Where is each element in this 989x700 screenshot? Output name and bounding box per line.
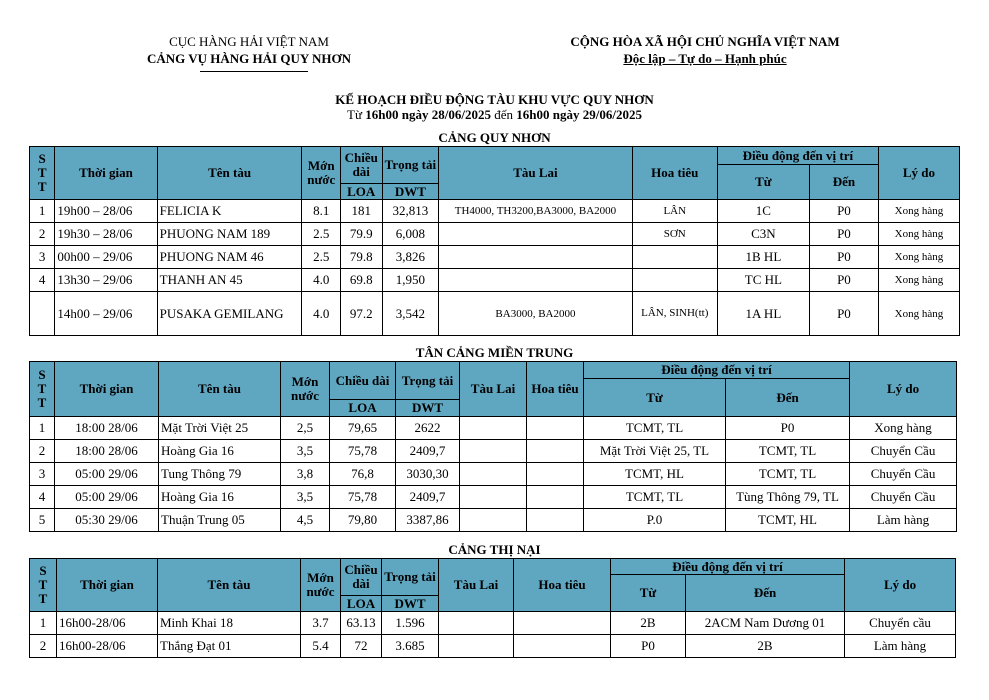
cell-from: P0 — [611, 635, 686, 658]
cell-draft: 2.5 — [302, 223, 340, 246]
table-row — [30, 463, 957, 486]
cell-ship: Thắng Đạt 01 — [158, 635, 301, 658]
cell-pilot — [527, 440, 584, 463]
cell-stt: 4 — [30, 486, 55, 509]
cell-dwt: 2409,7 — [396, 440, 460, 463]
table-row — [30, 417, 957, 440]
agency-header — [124, 33, 374, 67]
cell-to: P0 — [809, 292, 878, 336]
col-draft: Mớn nước — [281, 362, 330, 417]
cell-time: 00h00 – 29/06 — [55, 246, 157, 269]
cell-stt: 5 — [30, 509, 55, 532]
country-line2: Độc lập – Tự do – Hạnh phúc — [623, 51, 787, 66]
cell-loa: 181 — [340, 200, 382, 223]
table-row — [30, 200, 960, 223]
cell-pilot: SƠN — [632, 223, 717, 246]
cell-draft: 4.0 — [302, 269, 340, 292]
cell-ship: Minh Khai 18 — [158, 612, 301, 635]
table-row — [30, 246, 960, 269]
col-move: Điều động đến vị trí — [584, 362, 850, 379]
cell-stt — [30, 292, 55, 336]
cell-draft: 4.0 — [302, 292, 340, 336]
cell-dwt: 3.685 — [382, 635, 439, 658]
cell-from: 1B HL — [717, 246, 809, 269]
col-ship: Tên tàu — [159, 362, 281, 417]
cell-tug — [439, 612, 514, 635]
cell-from: TCMT, HL — [584, 463, 726, 486]
cell-stt: 3 — [30, 246, 55, 269]
cell-reason: Xong hàng — [878, 292, 959, 336]
cell-from: 2B — [611, 612, 686, 635]
cell-from: 1A HL — [717, 292, 809, 336]
cell-loa: 79,80 — [330, 509, 396, 532]
agency-line1: CỤC HÀNG HẢI VIỆT NAM — [169, 34, 329, 49]
country-line1: CỘNG HÒA XÃ HỘI CHỦ NGHĨA VIỆT NAM — [570, 34, 840, 49]
cell-loa: 79.8 — [340, 246, 382, 269]
plan-title: KẾ HOẠCH ĐIỀU ĐỘNG TÀU KHU VỰC QUY NHƠN — [335, 92, 654, 107]
cell-tug — [439, 246, 632, 269]
cell-dwt: 6,008 — [382, 223, 439, 246]
cell-time: 05:00 29/06 — [55, 486, 159, 509]
cell-tug — [460, 486, 527, 509]
header-rule — [200, 71, 308, 72]
cell-tug — [460, 417, 527, 440]
cell-time: 16h00-28/06 — [57, 612, 158, 635]
cell-to: P0 — [809, 223, 878, 246]
cell-time: 19h30 – 28/06 — [55, 223, 157, 246]
col-stt: S T T — [30, 362, 55, 417]
col-time: Thời gian — [57, 559, 158, 612]
table-row — [30, 269, 960, 292]
cell-reason: Làm hàng — [845, 635, 956, 658]
cell-pilot — [514, 635, 611, 658]
cell-to: P0 — [726, 417, 850, 440]
cell-stt: 2 — [30, 440, 55, 463]
cell-to: Tùng Thông 79, TL — [726, 486, 850, 509]
col-time: Thời gian — [55, 362, 159, 417]
cell-dwt: 3,542 — [382, 292, 439, 336]
col-tug: Tàu Lai — [460, 362, 527, 417]
cell-time: 18:00 28/06 — [55, 440, 159, 463]
cell-draft: 4,5 — [281, 509, 330, 532]
cell-dwt: 1,950 — [382, 269, 439, 292]
port3-table — [29, 558, 956, 658]
cell-ship: Hoàng Gia 16 — [159, 486, 281, 509]
cell-draft: 5.4 — [301, 635, 341, 658]
col-draft: Mớn nước — [302, 147, 340, 200]
col-from: Từ — [584, 379, 726, 417]
cell-draft: 3,5 — [281, 440, 330, 463]
cell-reason: Chuyển Cầu — [850, 440, 957, 463]
plan-period: Từ 16h00 ngày 28/06/2025 đến 16h00 ngày 29/06/2025 — [347, 107, 642, 122]
cell-tug — [439, 635, 514, 658]
cell-tug — [439, 269, 632, 292]
col-pilot: Hoa tiêu — [632, 147, 717, 200]
col-to: Đến — [726, 379, 850, 417]
cell-loa: 76,8 — [330, 463, 396, 486]
cell-tug: TH4000, TH3200,BA3000, BA2000 — [439, 200, 632, 223]
cell-tug — [460, 509, 527, 532]
cell-stt: 3 — [30, 463, 55, 486]
cell-ship: PHUONG NAM 46 — [157, 246, 302, 269]
col-ship: Tên tàu — [158, 559, 301, 612]
col-loa: LOA — [330, 400, 396, 417]
col-loa: LOA — [340, 184, 382, 200]
cell-time: 14h00 – 29/06 — [55, 292, 157, 336]
cell-to: TCMT, TL — [726, 463, 850, 486]
cell-pilot — [632, 246, 717, 269]
cell-tug — [460, 463, 527, 486]
cell-loa: 72 — [341, 635, 382, 658]
cell-from: TC HL — [717, 269, 809, 292]
col-pilot: Hoa tiêu — [514, 559, 611, 612]
col-tug: Tàu Lai — [439, 147, 632, 200]
cell-to: P0 — [809, 200, 878, 223]
agency-line2: CẢNG VỤ HÀNG HẢI QUY NHƠN — [146, 51, 352, 66]
cell-time: 19h00 – 28/06 — [55, 200, 157, 223]
cell-time: 16h00-28/06 — [57, 635, 158, 658]
cell-pilot — [527, 509, 584, 532]
col-move: Điều động đến vị trí — [611, 559, 845, 575]
cell-tug: BA3000, BA2000 — [439, 292, 632, 336]
col-dwt-top: Trọng tải — [382, 559, 439, 596]
cell-loa: 63.13 — [341, 612, 382, 635]
cell-dwt: 3387,86 — [396, 509, 460, 532]
table-row — [30, 612, 956, 635]
cell-from: 1C — [717, 200, 809, 223]
cell-stt: 2 — [30, 635, 57, 658]
table-row — [30, 486, 957, 509]
cell-reason: Xong hàng — [878, 246, 959, 269]
col-loa-top: Chiều dài — [330, 362, 396, 400]
col-move: Điều động đến vị trí — [717, 147, 878, 165]
cell-tug — [439, 223, 632, 246]
cell-draft: 2,5 — [281, 417, 330, 440]
cell-dwt: 2409,7 — [396, 486, 460, 509]
cell-pilot: LÂN, SINH(tt) — [632, 292, 717, 336]
col-dwt-top: Trọng tải — [382, 147, 439, 184]
cell-loa: 79.9 — [340, 223, 382, 246]
cell-ship: Hoàng Gia 16 — [159, 440, 281, 463]
cell-to: 2ACM Nam Dương 01 — [686, 612, 845, 635]
table-row — [30, 223, 960, 246]
cell-pilot — [527, 486, 584, 509]
col-stt: S T T — [30, 147, 55, 200]
cell-time: 13h30 – 29/06 — [55, 269, 157, 292]
cell-from: C3N — [717, 223, 809, 246]
col-from: Từ — [717, 165, 809, 200]
table-row — [30, 292, 960, 336]
port3-name: CẢNG THỊ NẠI — [448, 542, 541, 557]
cell-time: 05:30 29/06 — [55, 509, 159, 532]
cell-ship: FELICIA K — [157, 200, 302, 223]
port1-name: CẢNG QUY NHƠN — [438, 130, 551, 145]
cell-ship: THANH AN 45 — [157, 269, 302, 292]
cell-stt: 2 — [30, 223, 55, 246]
col-reason: Lý do — [845, 559, 956, 612]
cell-stt: 1 — [30, 200, 55, 223]
col-to: Đến — [686, 575, 845, 612]
col-to: Đến — [809, 165, 878, 200]
cell-ship: Thuận Trung 05 — [159, 509, 281, 532]
cell-to: P0 — [809, 269, 878, 292]
cell-tug — [460, 440, 527, 463]
cell-draft: 2.5 — [302, 246, 340, 269]
cell-reason: Xong hàng — [850, 417, 957, 440]
table-row — [30, 635, 956, 658]
col-ship: Tên tàu — [157, 147, 302, 200]
country-header — [530, 33, 880, 67]
cell-pilot — [527, 463, 584, 486]
cell-stt: 1 — [30, 612, 57, 635]
cell-from: P.0 — [584, 509, 726, 532]
cell-pilot — [632, 269, 717, 292]
port1-table — [29, 146, 960, 336]
cell-loa: 69.8 — [340, 269, 382, 292]
cell-pilot: LÂN — [632, 200, 717, 223]
cell-ship: PHUONG NAM 189 — [157, 223, 302, 246]
col-dwt-top: Trọng tải — [396, 362, 460, 400]
cell-pilot — [514, 612, 611, 635]
col-loa-top: Chiều dài — [341, 559, 382, 596]
cell-dwt: 1.596 — [382, 612, 439, 635]
cell-reason: Chuyển Cầu — [850, 463, 957, 486]
cell-loa: 75,78 — [330, 486, 396, 509]
cell-draft: 3.7 — [301, 612, 341, 635]
col-draft: Mớn nước — [301, 559, 341, 612]
cell-to: TCMT, TL — [726, 440, 850, 463]
table-row — [30, 440, 957, 463]
cell-time: 05:00 29/06 — [55, 463, 159, 486]
cell-ship: Tung Thông 79 — [159, 463, 281, 486]
col-reason: Lý do — [878, 147, 959, 200]
cell-reason: Xong hàng — [878, 200, 959, 223]
col-time: Thời gian — [55, 147, 157, 200]
col-dwt: DWT — [382, 596, 439, 612]
cell-draft: 8.1 — [302, 200, 340, 223]
cell-loa: 75,78 — [330, 440, 396, 463]
port2-name: TÂN CẢNG MIỀN TRUNG — [415, 345, 574, 360]
cell-from: TCMT, TL — [584, 417, 726, 440]
table-row — [30, 509, 957, 532]
cell-reason: Chuyển Cầu — [850, 486, 957, 509]
col-reason: Lý do — [850, 362, 957, 417]
port2-table — [29, 361, 957, 532]
cell-dwt: 3030,30 — [396, 463, 460, 486]
col-loa-top: Chiều dài — [340, 147, 382, 184]
cell-draft: 3,8 — [281, 463, 330, 486]
cell-stt: 4 — [30, 269, 55, 292]
cell-draft: 3,5 — [281, 486, 330, 509]
col-pilot: Hoa tiêu — [527, 362, 584, 417]
cell-dwt: 2622 — [396, 417, 460, 440]
cell-to: P0 — [809, 246, 878, 269]
cell-loa: 79,65 — [330, 417, 396, 440]
col-loa: LOA — [341, 596, 382, 612]
cell-ship: PUSAKA GEMILANG — [157, 292, 302, 336]
cell-stt: 1 — [30, 417, 55, 440]
col-dwt: DWT — [396, 400, 460, 417]
cell-loa: 97.2 — [340, 292, 382, 336]
cell-dwt: 32,813 — [382, 200, 439, 223]
cell-ship: Mặt Trời Việt 25 — [159, 417, 281, 440]
col-from: Từ — [611, 575, 686, 612]
col-tug: Tàu Lai — [439, 559, 514, 612]
cell-pilot — [527, 417, 584, 440]
cell-time: 18:00 28/06 — [55, 417, 159, 440]
cell-reason: Xong hàng — [878, 223, 959, 246]
cell-dwt: 3,826 — [382, 246, 439, 269]
col-stt: S T T — [30, 559, 57, 612]
cell-to: TCMT, HL — [726, 509, 850, 532]
cell-reason: Làm hàng — [850, 509, 957, 532]
cell-from: TCMT, TL — [584, 486, 726, 509]
cell-reason: Chuyển cầu — [845, 612, 956, 635]
cell-reason: Xong hàng — [878, 269, 959, 292]
cell-to: 2B — [686, 635, 845, 658]
col-dwt: DWT — [382, 184, 439, 200]
cell-from: Mặt Trời Việt 25, TL — [584, 440, 726, 463]
